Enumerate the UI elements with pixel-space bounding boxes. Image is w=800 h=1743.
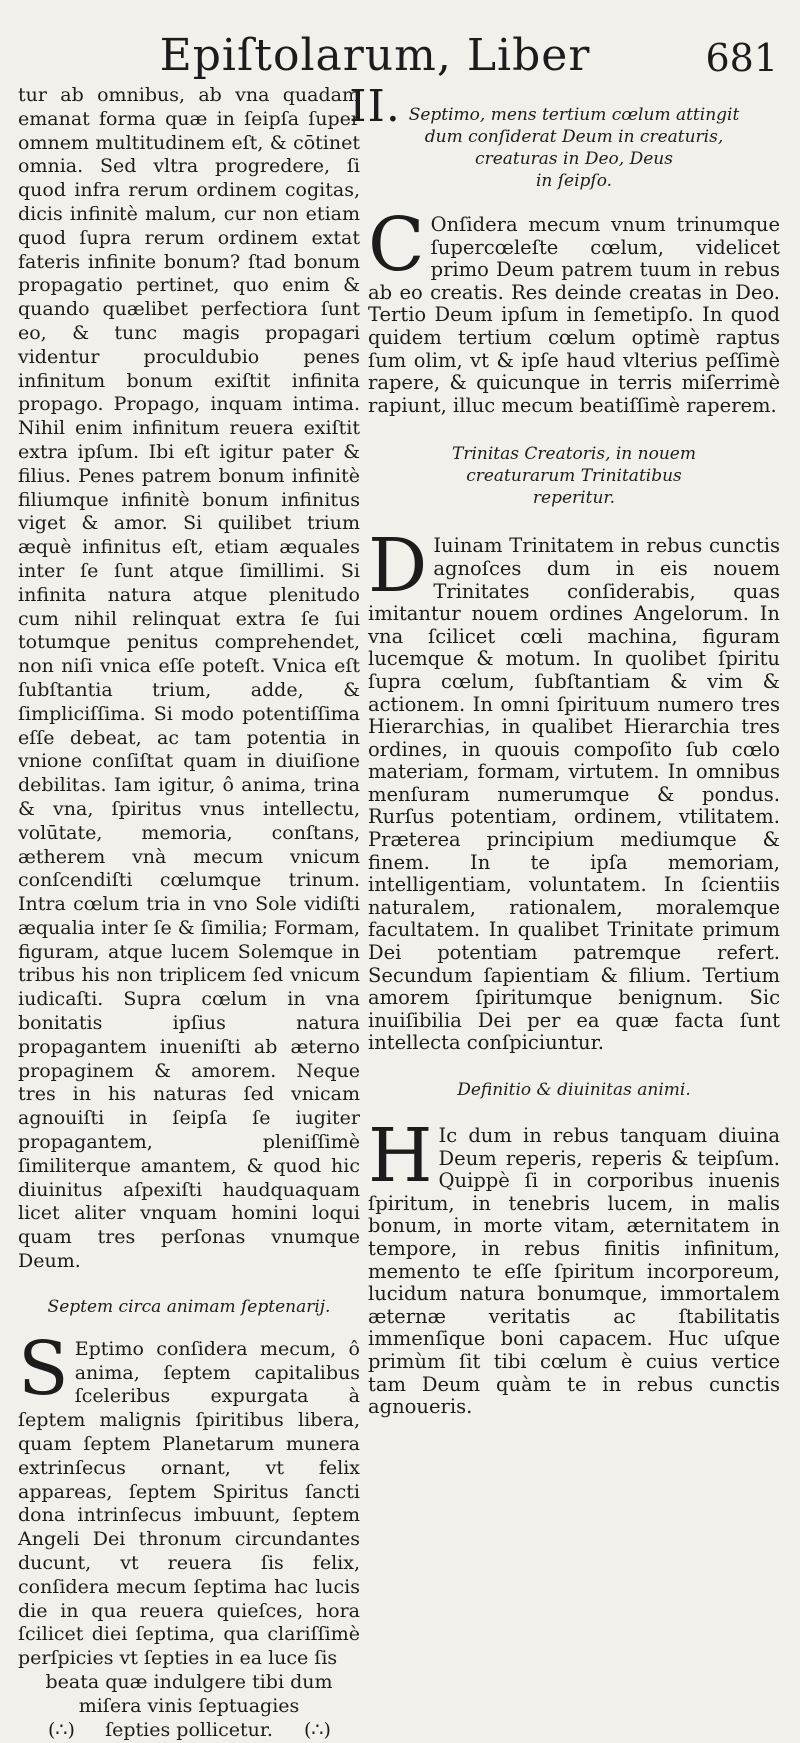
- body-paragraph: [18, 1325, 360, 1671]
- paragraph-text: Eptimo conſidera mecum, ô anima, ſeptem capitalibus ſceleribus expurgata à ſeptem malignis ſpiritibus libera, quam ſeptem Planetarum munera extrinſecus ornant, vt felix appareas, ſeptem Spiritus ſancti dona intrinſecus imbuunt, ſeptem Angeli Dei thronum circundantes ducunt, vt reuera ſis felix, conſidera mecum ſeptima hac lucis die in qua reuera quieſces, hora ſcilicet diei ſeptima, qua clariſſimè perſpicies vt ſepties in ea luce ſis: [18, 1337, 360, 1670]
- tail-line: ſepties pollicetur.: [105, 1718, 273, 1741]
- section-heading: [368, 104, 780, 192]
- heading-line: dum conſiderat Deum in creaturis,: [424, 127, 724, 147]
- ornament-mark: (∴): [48, 1718, 75, 1741]
- section-heading: Definitio & diuinitas animi.: [457, 1080, 691, 1100]
- drop-capital: C: [368, 202, 425, 288]
- running-title: Epiſtolarum, Liber II.: [159, 30, 591, 132]
- tailpiece: [18, 1671, 360, 1719]
- tail-line: beata quæ indulgere tibi dum: [45, 1671, 333, 1693]
- body-paragraph: [368, 523, 780, 1055]
- heading-line: Trinitas Creatoris, in nouem creaturarum Trinitatibus: [452, 444, 696, 487]
- right-column: [368, 84, 780, 1419]
- ornament-mark: (∴): [304, 1718, 331, 1741]
- heading-line: in ſeipſo.: [535, 171, 613, 191]
- left-column: [18, 84, 360, 1743]
- drop-capital: H: [368, 1113, 433, 1199]
- heading-line: reperitur.: [532, 488, 616, 509]
- tail-line: miſera vinis ſeptuagies: [78, 1694, 300, 1717]
- paragraph-text: Ic dum in rebus tanquam diuina Deum reperis, reperis & teipſum. Quippè ſi in corporibus inuenis ſpiritum, in tenebris lucem, in malis bonum, in morte vitam, æternitatem in tempore, in rebus finitis infinitum, memento te eſſe ſpiritum incorporeum, lucidum natura bonumque, immortalem æternæ veritatis ac ſtabilitatis immenſique boni capacem. Huc uſque primùm ſit tibi cœlum è cuius vertice tam Deum quàm te in rebus cunctis agnoueris.: [368, 1124, 780, 1419]
- body-paragraph: tur ab omnibus, ab vna quadam emanat forma quæ in ſeipſa ſuper omnem multitudinem eſt, & cōtinet omnia. Sed vltra progredere, ſi quod infra rerum ordinem cogitas, dicis infinitè malum, cur non etiam quod ſupra rerum ordinem extat fateris infinite bonum? ſtad bonum propagatio pertinet, quo enim & quando quælibet perfectiora ſunt eo, & tunc magis propagari videntur proculdubio penes infinitum bonum exiſtit infinita propago. Propago, inquam intima. Nihil enim infinitum reuera exiſtit extra ipſum. Ibi eſt igitur pater & filius. Penes patrem bonum infinitè filiumque infinitè bonum infinitus viget & amor. Si quilibet trium æquè infinitus eſt, etiam æquales inter ſe ſunt atque ſimillimi. Si infinita natura atque plenitudo cum nihil relinquat extra ſe ſui totumque penitus comprehendet, non niſi vnica eſſe poteſt. Vnica eſt ſubſtantia trium, adde, & ſimpliciſſima. Si modo potentiſſima eſſe debeat, ac tam potentia in vnione conſiſtat quam in diuiſione debilitas. Iam igitur, ô anima, trina & vna, ſpiritus vnus intellectu, volūtate, memoria, conſtans, ætherem vnà mecum vnicum conſcendiſti cœlumque trinum. Intra cœlum tria in vno Sole vidiſti æqualia inter ſe & ſimilia; Formam, figuram, atque lucem Solemque in tribus his non triplicem ſed vnicum iudicaſti. Supra cœlum in vna bonitatis ipſius natura propagantem inueniſti ab æterno propaginem & amorem. Neque tres in his naturas ſed vnicam agnouiſti in ſeipſa ſe iugiter propagantem, pleniſſimè ſimiliterque amantem, & quod hic diuinitus aſpexiſti haudquaquam licet aliter vnquam homini loqui quam tres perſonas vnumque Deum.: [18, 84, 360, 1273]
- tail-final-line: [18, 1719, 360, 1743]
- body-paragraph: [368, 202, 780, 417]
- heading-line: Septimo, mens tertium cœlum attingit: [408, 105, 740, 125]
- heading-line: creaturas in Deo, Deus: [475, 149, 673, 169]
- page-number: 681: [705, 36, 778, 80]
- drop-capital: S: [18, 1325, 69, 1412]
- section-heading: Septem circa animam ſeptenarij.: [47, 1296, 331, 1317]
- body-paragraph: [368, 1113, 780, 1419]
- paragraph-text: Onſidera mecum vnum trinumque ſupercœleſte cœlum, videlicet primo Deum patrem tuum in rebus ab eo creatis. Res deinde creatas in Deo. Tertio Deum ipſum in ſemetipſo. In quod quidem tertium cœlum optimè raptus ſum olim, vt & ipſe haud vlterius peſſimè rapere, & quicunque in terris miſerrimè rapiunt, illuc mecum beatiſſimè raperem.: [368, 213, 780, 417]
- paragraph-text: Iuinam Trinitatem in rebus cunctis agnoſces dum in eis nouem Trinitates conſiderabis, quas imitantur nouem ordines Angelorum. In vna ſcilicet cœli machina, figuram lucemque & motum. In quolibet ſpiritu ſupra cœlum, ſubſtantiam & vim & actionem. In omni ſpirituum numero tres Hierarchias, in qualibet Hierarchia tres ordines, in quouis compoſito ſub cœlo materiam, formam, virtutem. In omnibus menſuram numerumque & pondus. Rurſus potentiam, ordinem, vtilitatem. Præterea principium mediumque & finem. In te ipſa memoriam, intelligentiam, voluntatem. In ſcientiis naturalem, rationalem, moralemque facultatem. In qualibet Trinitate primum Dei potentiam patremque refert. Secundum ſapientiam & filium. Tertium amorem ſpiritumque benignum. Sic inuiſibilia Dei per ea quæ facta ſunt intellecta conſpiciuntur.: [368, 534, 780, 1055]
- drop-capital: D: [368, 523, 428, 610]
- section-heading: [398, 443, 750, 509]
